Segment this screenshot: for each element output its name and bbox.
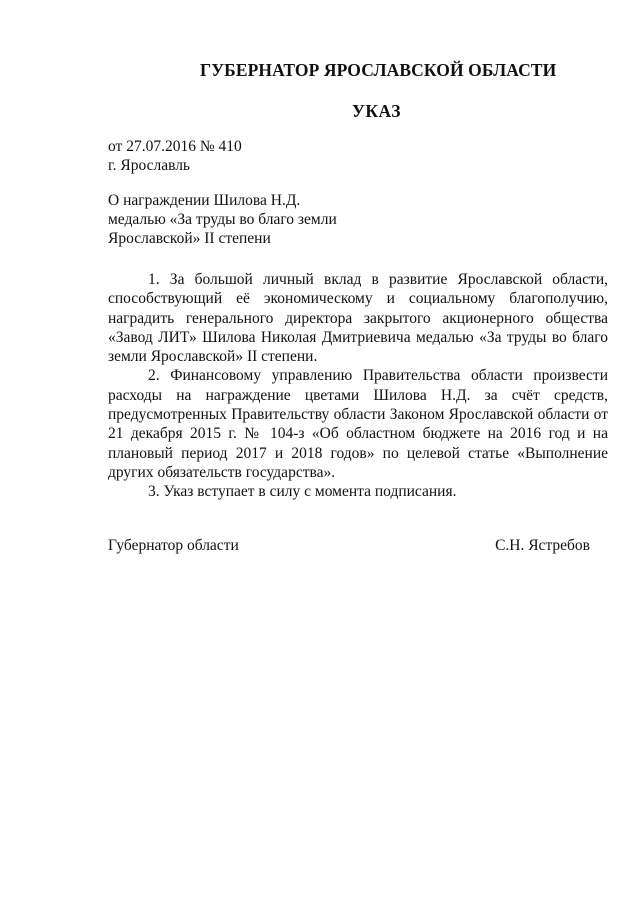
- place: г. Ярославль: [108, 157, 190, 174]
- document-meta: [108, 137, 242, 175]
- document-subject: [108, 191, 337, 248]
- decree-body: [108, 270, 608, 502]
- signatory-name: С.Н. Ястребов: [495, 537, 590, 554]
- subject-line: Ярославской» II степени: [108, 230, 271, 247]
- paragraph-1: 1. За большой личный вклад в развитие Ярославской области, способствующий её экономическому и социальному благополучию, наградить генерального директора закрытого акционерного общества «Завод ЛИТ» Шилова Николая Дмитриевича медалью «За труды во благо земли Ярославской» II степени.: [108, 271, 608, 366]
- signature-block: [108, 537, 590, 555]
- subject-line: О награждении Шилова Н.Д.: [108, 192, 301, 209]
- date-number: от 27.07.2016 № 410: [108, 138, 242, 155]
- signatory-title: Губернатор области: [108, 537, 239, 554]
- subject-line: медалью «За труды во благо земли: [108, 211, 337, 228]
- issuing-authority: ГУБЕРНАТОР ЯРОСЛАВСКОЙ ОБЛАСТИ: [200, 60, 557, 80]
- paragraph-2: 2. Финансовому управлению Правительства области произвести расходы на награждение цветами Шилова Н.Д. за счёт средств, предусмотренных Правительству области Законом Ярославской области от 21 декабря 2015 г. № 104-з «Об областном бюджете на 2016 год и на плановый период 2017 и 2018 годов» по целевой статье «Выполнение других обязательств государства».: [108, 367, 608, 481]
- document-type: УКАЗ: [352, 101, 401, 121]
- paragraph-3: 3. Указ вступает в силу с момента подписания.: [148, 483, 457, 501]
